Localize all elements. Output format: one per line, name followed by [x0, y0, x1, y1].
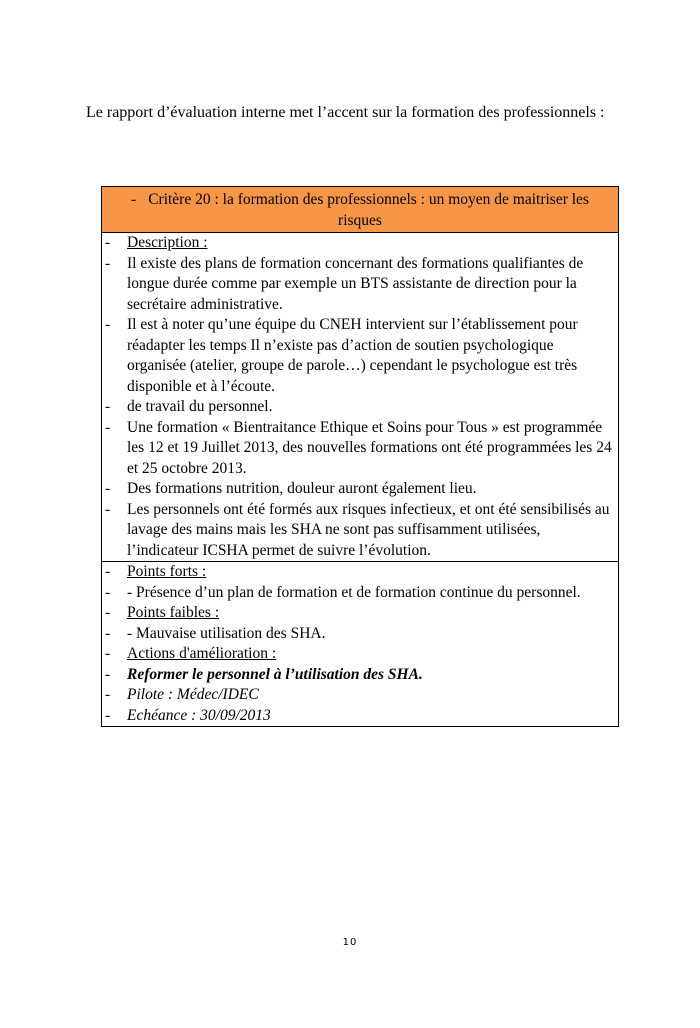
criteria-title: Critère 20 : la formation des professionnels : un moyen de maitriser les risques: [148, 191, 589, 229]
list-item: [104, 583, 614, 604]
bullet-dash: -: [105, 316, 111, 333]
description-item: Des formations nutrition, douleur auront également lieu.: [127, 480, 477, 497]
criteria-header: [102, 187, 618, 233]
intro-paragraph: Le rapport d’évaluation interne met l’accent sur la formation des professionnels :: [86, 104, 605, 121]
points-faibles-item: - Mauvaise utilisation des SHA.: [127, 624, 326, 642]
list-item: [104, 233, 614, 254]
actions-label: Actions d'amélioration :: [127, 645, 277, 662]
list-item: [104, 603, 614, 624]
bullet-dash: -: [105, 686, 111, 703]
bullet-dash: -: [105, 665, 111, 683]
list-item: [104, 562, 614, 583]
list-item: [104, 397, 614, 418]
list-item: [104, 685, 614, 706]
points-forts-item: - Présence d’un plan de formation et de formation continue du personnel.: [127, 583, 581, 601]
list-item: [104, 479, 614, 500]
list-item: [104, 665, 614, 686]
list-item: [104, 418, 614, 480]
list-item: [104, 624, 614, 645]
action-item: Reformer le personnel à l’utilisation des SHA.: [127, 665, 423, 683]
assessment-section: [102, 562, 618, 726]
points-forts-label: Points forts :: [127, 563, 207, 580]
bullet-dash: -: [105, 418, 111, 436]
bullet-dash: -: [105, 706, 111, 724]
description-item: Il est à noter qu’une équipe du CNEH intervient sur l’établissement pour réadapter les temps Il n’existe pas d’action de soutien psychologique organisée (atelier, groupe de parole…) cependant le psychologue est très disponible et à l’écoute.: [127, 316, 578, 395]
page-number: 10: [342, 937, 358, 948]
header-dash: -: [131, 191, 137, 208]
points-faibles-label: Points faibles :: [127, 604, 220, 621]
description-item: Une formation « Bientraitance Ethique et Soins pour Tous » est programmée les 12 et 19 Juillet 2013, des nouvelles formations ont été programmées les 24 et 25 octobre 2013.: [127, 418, 612, 477]
description-section: [102, 233, 618, 562]
pilote-item: Pilote : Médec/IDEC: [127, 686, 259, 703]
list-item: [104, 315, 614, 397]
description-item: Il existe des plans de formation concernant des formations qualifiantes de longue durée comme par exemple un BTS assistante de direction pour la secrétaire administrative.: [127, 254, 584, 313]
description-item: Les personnels ont été formés aux risques infectieux, et ont été sensibilisés au lavage des mains mais les SHA ne sont pas suffisamment utilisées, l’indicateur ICSHA permet de suivre l’évolution.: [127, 500, 610, 559]
description-label: Description :: [127, 234, 208, 251]
bullet-dash: -: [105, 398, 111, 415]
bullet-dash: -: [105, 480, 111, 497]
description-item: de travail du personnel.: [127, 398, 273, 415]
list-item: [104, 644, 614, 665]
list-item: [104, 706, 614, 727]
bullet-dash: -: [105, 583, 111, 601]
list-item: [104, 500, 614, 562]
list-item: [104, 254, 614, 316]
bullet-dash: -: [105, 563, 111, 580]
bullet-dash: -: [105, 234, 111, 251]
criteria-box: [101, 186, 619, 727]
echeance-item: Echéance : 30/09/2013: [127, 706, 271, 724]
bullet-dash: -: [105, 645, 111, 662]
bullet-dash: -: [105, 254, 111, 272]
bullet-dash: -: [105, 500, 111, 518]
bullet-dash: -: [105, 604, 111, 621]
bullet-dash: -: [105, 624, 111, 642]
